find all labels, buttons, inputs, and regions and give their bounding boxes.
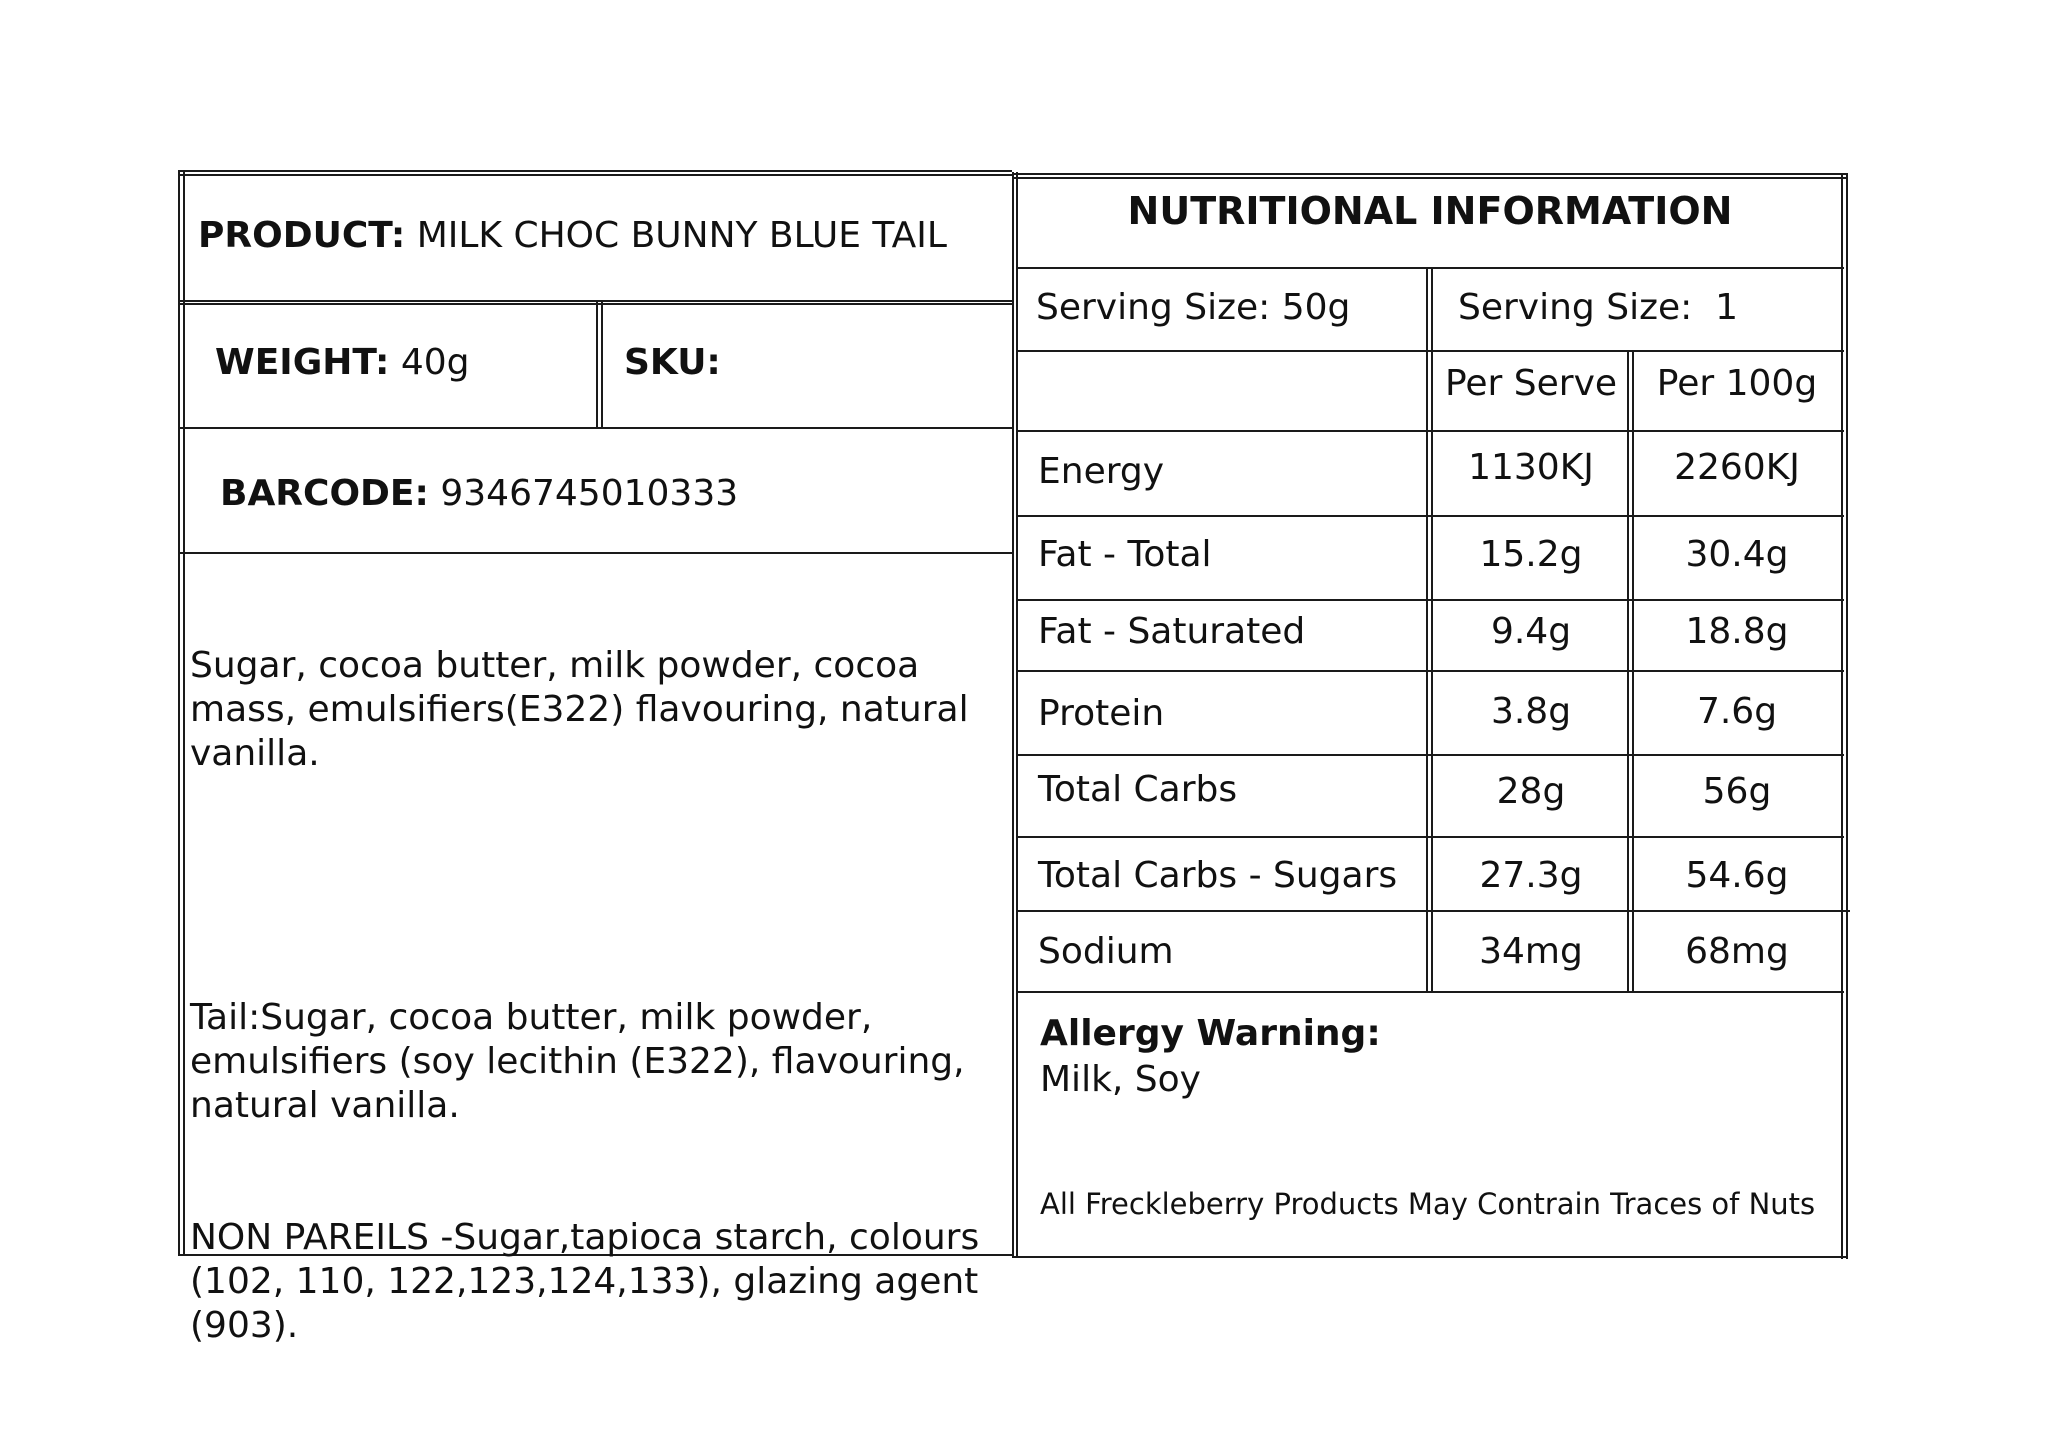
sep-protein — [1016, 754, 1844, 756]
row-name: Protein — [1038, 693, 1165, 734]
nutrition-top-border — [1012, 173, 1848, 175]
ingredients-text — [190, 556, 991, 1436]
row-per-serve: 15.2g — [1479, 534, 1583, 575]
sep-sugars — [1016, 910, 1850, 912]
nutrition-bottom-border — [1012, 1256, 1848, 1258]
barcode-label: BARCODE: — [220, 473, 429, 514]
row-per-100g: 30.4g — [1685, 534, 1789, 575]
barcode-field — [220, 473, 739, 514]
serving-size-right: Serving Size: 1 — [1458, 287, 1739, 328]
row-per-100g: 68mg — [1685, 931, 1789, 972]
row-per-100g: 18.8g — [1685, 611, 1789, 652]
row-per-100g: 56g — [1702, 771, 1772, 812]
weight-sku-divider-2 — [601, 302, 603, 428]
sep-fat — [1016, 599, 1844, 601]
sep-serving — [1016, 350, 1844, 352]
row-name: Energy — [1038, 451, 1165, 492]
product-label: PRODUCT: — [198, 215, 406, 256]
row-name: Fat - Saturated — [1038, 611, 1306, 652]
row-per-serve: 1130KJ — [1468, 447, 1594, 488]
row-per-100g: 7.6g — [1696, 691, 1778, 732]
weight-field — [215, 342, 470, 383]
sep-energy — [1016, 515, 1844, 517]
row-per-serve: 28g — [1496, 771, 1566, 812]
left-outer-border — [178, 170, 180, 1256]
col-header-per-100g: Per 100g — [1656, 363, 1818, 404]
left-top-border-2 — [180, 174, 1012, 176]
sep-carbs — [1016, 836, 1844, 838]
sep-sodium — [1016, 991, 1844, 993]
ingredients-tail: Tail:Sugar, cocoa butter, milk powder, emulsifiers (soy lecithin (E322), flavouring, natural vanilla. — [190, 997, 977, 1126]
row-per-serve: 3.8g — [1490, 691, 1572, 732]
product-value: MILK CHOC BUNNY BLUE TAIL — [416, 215, 947, 256]
nutrition-right-border-2 — [1846, 173, 1848, 1259]
ingredients-main: Sugar, cocoa butter, milk powder, cocoa mass, emulsifiers(E322) flavouring, natural vanilla. — [190, 645, 981, 774]
ingredients-non-pareils: NON PAREILS -Sugar,tapioca starch, colours (102, 110, 122,123,124,133), glazing agent (903). — [190, 1217, 991, 1346]
row-per-serve: 9.4g — [1490, 611, 1572, 652]
nutrition-title: NUTRITIONAL INFORMATION — [1127, 189, 1733, 233]
left-top-border — [180, 170, 1012, 172]
sep-title — [1016, 267, 1844, 269]
sku-field — [624, 342, 721, 383]
nutrition-top-border-2 — [1012, 177, 1848, 179]
row-name: Total Carbs - Sugars — [1038, 855, 1398, 896]
col-divider-1 — [1426, 268, 1428, 992]
nutrition-right-border — [1841, 173, 1843, 1259]
row-per-100g: 54.6g — [1685, 855, 1789, 896]
serving-size-left: Serving Size: 50g — [1036, 287, 1351, 328]
product-field — [198, 215, 947, 256]
panel-center-divider — [1012, 172, 1014, 1256]
sku-label: SKU: — [624, 342, 721, 383]
left-outer-border-2 — [183, 170, 185, 1256]
weight-value: 40g — [400, 342, 470, 383]
row-per-serve: 34mg — [1479, 931, 1583, 972]
col-divider-2 — [1627, 351, 1629, 992]
panel-center-divider-2 — [1016, 172, 1018, 1256]
row-per-100g: 2260KJ — [1674, 447, 1800, 488]
row-name: Total Carbs — [1038, 769, 1238, 810]
allergy-items: Milk, Soy — [1040, 1059, 1201, 1100]
row-name: Fat - Total — [1038, 534, 1212, 575]
allergy-title: Allergy Warning: — [1040, 1013, 1381, 1054]
sep-sat — [1016, 670, 1844, 672]
col-divider-2b — [1632, 351, 1634, 992]
row-per-serve: 27.3g — [1479, 855, 1583, 896]
col-header-per-serve: Per Serve — [1444, 363, 1618, 404]
row-name: Sodium — [1038, 931, 1174, 972]
allergy-note: All Freckleberry Products May Contrain Traces of Nuts — [1040, 1187, 1816, 1221]
col-divider-1b — [1431, 268, 1433, 992]
sep-header — [1016, 430, 1844, 432]
barcode-value: 9346745010333 — [440, 473, 739, 514]
separator-barcode — [180, 552, 1012, 554]
weight-sku-divider — [596, 302, 598, 428]
weight-label: WEIGHT: — [215, 342, 390, 383]
